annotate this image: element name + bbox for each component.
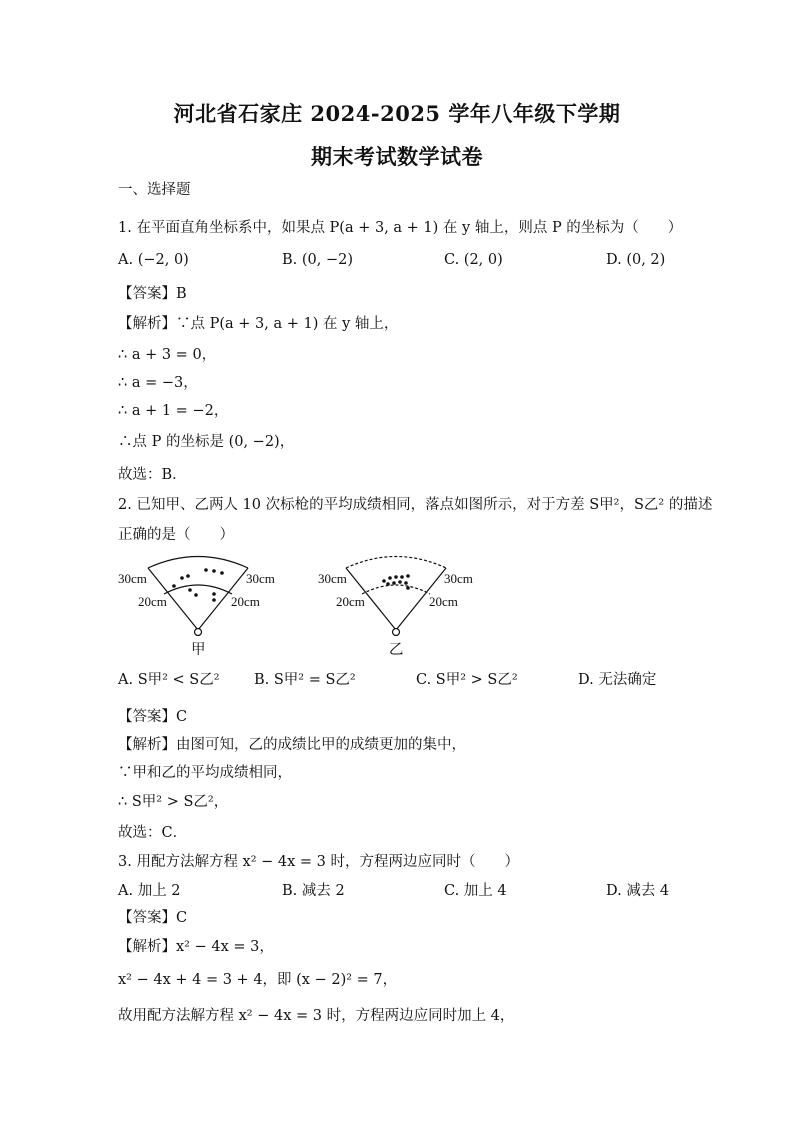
q2-analysis-line: ∴ S甲² > S乙²， (118, 794, 229, 810)
q1-analysis-line: ∴ a = −3， (118, 375, 198, 391)
q2-analysis-line: 【解析】由图可知，乙的成绩比甲的成绩更加的集中， (118, 737, 466, 753)
landing-point (400, 575, 404, 579)
landing-point (186, 574, 190, 578)
landing-points-yi (382, 574, 410, 590)
jia-inner-right-label: 20cm (231, 594, 260, 609)
jia-inner-label: 20cm (138, 594, 167, 609)
figure-label-jia: 甲 (191, 642, 206, 658)
landing-point (388, 576, 392, 580)
q3-option-a: A. 加上 2 (118, 883, 181, 899)
landing-point (212, 592, 216, 596)
jia-outer-label: 30cm (118, 571, 147, 586)
q2-answer: 【答案】C (118, 709, 188, 725)
yi-outer-label: 30cm (318, 571, 347, 586)
landing-point (386, 582, 390, 586)
q2-option-a: A. S甲² < S乙² (118, 672, 220, 688)
q2-analysis-line: 故选：C． (118, 825, 188, 841)
q3-analysis-line: x² − 4x + 4 = 3 + 4，即 (x − 2)² = 7， (118, 972, 398, 988)
inner-arc-20cm (362, 585, 430, 594)
figure-label-yi: 乙 (389, 642, 404, 658)
landing-point (194, 593, 198, 597)
landing-point (172, 584, 176, 588)
q1-option-c: C. (2, 0) (444, 252, 503, 268)
landing-point (394, 575, 398, 579)
landing-point (204, 568, 208, 572)
q3-answer: 【答案】C (118, 910, 188, 926)
q1-analysis-line: ∴ a + 3 = 0， (118, 347, 217, 363)
exam-title-line1: 河北省石家庄 2024-2025 学年八年级下学期 (173, 101, 621, 126)
landing-point (220, 571, 224, 575)
landing-point (406, 574, 410, 578)
q1-analysis-line: ∴ a + 1 = −2， (118, 403, 229, 419)
q1-analysis-line: ∴点 P 的坐标是 (0, −2)， (118, 434, 295, 450)
jia-outer-right-label: 30cm (246, 571, 275, 586)
landing-point (212, 598, 216, 602)
q2-analysis-line: ∵甲和乙的平均成绩相同， (118, 765, 292, 781)
yi-outer-right-label: 30cm (444, 571, 473, 586)
q1-analysis-line: 【解析】∵点 P(a + 3, a + 1) 在 y 轴上， (118, 316, 399, 332)
section-heading: 一、选择题 (118, 182, 191, 198)
q3-option-d: D. 减去 4 (606, 883, 670, 899)
q3-analysis-line: 【解析】x² − 4x = 3， (118, 939, 274, 955)
landing-point (406, 586, 410, 590)
q2-option-d: D. 无法确定 (578, 672, 657, 688)
landing-point (392, 581, 396, 585)
landing-point (188, 588, 192, 592)
q3-stem: 3. 用配方法解方程 x² − 4x = 3 时，方程两边应同时（ ） (118, 854, 520, 870)
landing-point (398, 580, 402, 584)
outer-arc-30cm (346, 557, 446, 569)
landing-point (212, 569, 216, 573)
q3-option-c: C. 加上 4 (444, 883, 507, 899)
q2-stem-continued: 正确的是（ ） (118, 527, 234, 543)
outer-arc-30cm (148, 557, 248, 569)
exam-title-line2: 期末考试数学试卷 (311, 144, 483, 169)
yi-inner-right-label: 20cm (429, 594, 458, 609)
q3-analysis-line: 故用配方法解方程 x² − 4x = 3 时，方程两边应同时加上 4， (118, 1008, 515, 1024)
q1-option-d: D. (0, 2) (606, 252, 666, 268)
yi-inner-label: 20cm (336, 594, 365, 609)
q1-option-b: B. (0, −2) (282, 252, 354, 268)
q2-option-b: B. S甲² = S乙² (254, 672, 356, 688)
landing-point (382, 579, 386, 583)
q1-option-a: A. (−2, 0) (118, 252, 189, 268)
q1-answer: 【答案】B (118, 286, 187, 302)
q1-analysis-line: 故选：B． (118, 467, 187, 483)
q2-stem: 2. 已知甲、乙两人 10 次标枪的平均成绩相同，落点如图所示，对于方差 S甲²，S乙² 的描述 (118, 497, 713, 513)
landing-point (404, 581, 408, 585)
landing-point (180, 576, 184, 580)
q1-stem: 1. 在平面直角坐标系中，如果点 P(a + 3, a + 1) 在 y 轴上，则点 P 的坐标为（ ） (118, 220, 683, 236)
q2-option-c: C. S甲² > S乙² (416, 672, 518, 688)
throw-origin (195, 629, 202, 636)
q3-option-b: B. 减去 2 (282, 883, 345, 899)
throw-origin (393, 629, 400, 636)
